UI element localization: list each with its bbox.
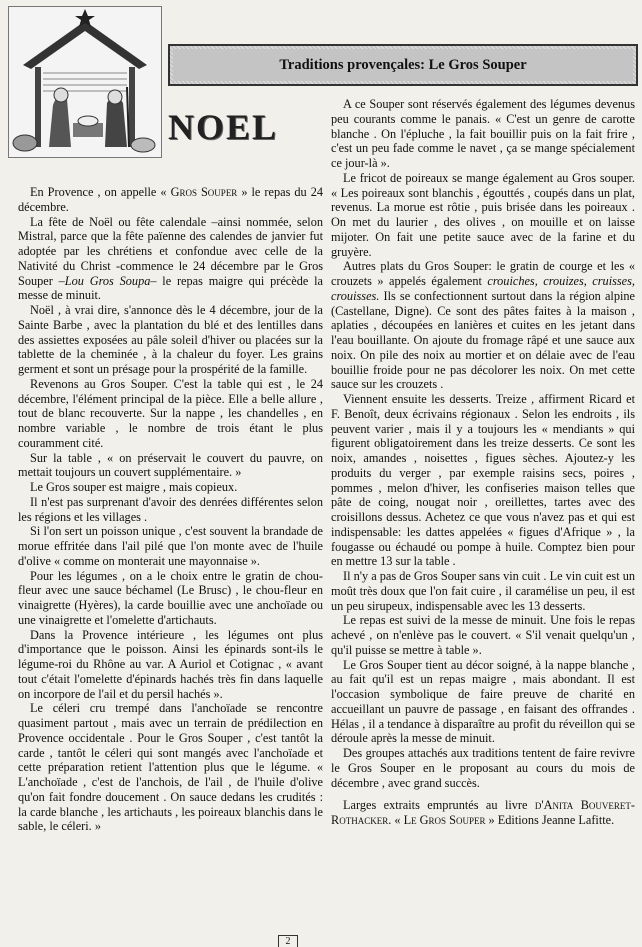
paragraph: Si l'on sert un poisson unique , c'est souvent la brandade de morue effritée dans l'ail pilé que l'on monte avec de l'huile d'olive « comme on monterait une mayonnaise ». (18, 524, 323, 568)
paragraph: A ce Souper sont réservés également des légumes devenus peu courants comme le panais. « C'est un genre de carotte blanche . On l'épluche , la fait bouillir puis on la fait frire , c'est un peu fade comme le navet , ça se mange spécialement ce jour-là ». (331, 97, 635, 170)
page-number: 2 (278, 935, 298, 947)
source-credit: Larges extraits empruntés au livre d'Anita Bouveret-Rothacker. « Le Gros Souper » Editions Jeanne Lafitte. (331, 798, 635, 827)
nativity-illustration (8, 6, 162, 158)
paragraph: Il n'est pas surprenant d'avoir des denrées différentes selon les régions et les villages . (18, 494, 323, 524)
paragraph: Dans la Provence intérieure , les légumes ont plus d'importance que le poisson. Ainsi les épinards sont-ils le légume-roi du Rhône au var. A Auriol et Cotignac , « avant tout c'était l'omelette d'épinards hachés très fin dans laquelle on incorpore de l'ail et du persil hachés ». (18, 627, 323, 701)
paragraph: Le fricot de poireaux se mange également au Gros souper. « Les poireaux sont blanchis , égouttés , coupés dans un plat, revenus. La morue est rôtie , puis brisée dans les poireaux . On met du laurier , des olives , on mouille et on laisse mijoter. On fait une petite sauce avec de la farine et du gruyère. (331, 170, 635, 259)
paragraph: Revenons au Gros Souper. C'est la table qui est , le 24 décembre, l'élément principal de la pièce. Elle a belle allure , tout de blanc recouverte. Sur la nappe , les chandelles , en nombre variable , le nombre de trois étant le plus couramment cité. (18, 376, 323, 450)
right-column (331, 97, 635, 937)
paragraph: Viennent ensuite les desserts. Treize , affirment Ricard et F. Benoît, deux écrivains régionaux . Selon les endroits , ils peuvent varier , mais il y a toujours les « mendiants » qui figurent obligatoirement dans les treize desserts. Ce sont les noix, amandes , noisettes , figues sèches. Ajoutez-y les produits du verger , par exemple raisins secs, poires , pommes , melon d'hiver, les confiseries maison telles que pâte de coing, nougat noir , oreillettes, tartes avec des croisillons dessus. Achetez ce que vous n'avez pas et qui est indispensable: les dattes appelées « figues d'Afrique » , la fougasse ou échaudé ou pompe à huile. Comptez bien pour en mettre 13 sur la table . (331, 392, 635, 569)
paragraph: Le repas est suivi de la messe de minuit. Une fois le repas achevé , on n'enlève pas le couvert. « S'il venait quelqu'un , qu'il puisse se mettre à table ». (331, 613, 635, 657)
paragraph: Le Gros souper est maigre , mais copieux. (30, 480, 238, 494)
paragraph: Le céleri cru trempé dans l'anchoïade se rencontre quasiment partout , mais avec un terrain de prédilection en Provence occidentale . Pour le Gros Souper , c'est tantôt la carde , tantôt le céleri qui sont mangés avec l'anchoïade et cette préparation retient l'attention plus que le légume. « L'anchoïade , c'est de l'anchois, de l'ail , de l'huile d'olive qu'on fait fondre doucement . On sauce dedans les crudités : la carde blanche , les artichauts , les poireaux blanchis dans le sable, le céleri. » (18, 701, 323, 834)
paragraph: Sur la table , « on préservait le couvert du pauvre, on mettait toujours un couvert supplémentaire. » (18, 450, 323, 480)
paragraph: Pour les légumes , on a le choix entre le gratin de chou-fleur avec une sauce béchamel (Le Brusc) , le chou-fleur en vinaigrette (Hyères), la carde bouillie avec une anchoïade ou une vinaigrette et l'omelette d'artichauts. (18, 568, 323, 627)
left-column (18, 185, 323, 930)
paragraph: Noël , à vrai dire, s'annonce dès le 4 décembre, jour de la Sainte Barbe , avec la plantation du blé et des lentilles dans des assiettes exposées au pâle soleil d'hiver ou placées sur la tablette de la cheminée , à la chaleur du foyer. Les grains germent et sont un présage pour la prospérité de la famille. (18, 303, 323, 376)
paragraph: Le Gros Souper tient au décor soigné, à la nappe blanche , au fait qu'il est un repas maigre , mais abondant. Il est l'occasion symbolique de faire preuve de charité en accueillant un pauvre de passage , en faisant des offrandes . Hélas , il a tendance à disparaître au profit du réveillon qui se déroule après la messe de minuit. (331, 657, 635, 746)
paragraph: Il n'y a pas de Gros Souper sans vin cuit . Le vin cuit est un moût très doux que l'on fait cuire , il caramélise un peu, il est un peu sirupeux, indispensable avec les 13 desserts. (331, 569, 635, 613)
paragraph: En Provence , on appelle « Gros Souper » le repas du 24 décembre. (18, 185, 323, 214)
paragraph: Autres plats du Gros Souper: le gratin de courge et les « crouzets » appelés également crouiches, crouizes, cruisses, crouisses. Ils se confectionnent surtout dans la région alpine (Castellane, Digne). Ce sont des pâtes faites à la maison , aplaties , découpées en lanières et cuites en les jetant dans l'eau bouillante. On ajoute du fromage râpé et une sauce aux noix. On pile des noix au mortier et on délaie avec de l'eau bouillie froide pour ne pas décolorer les noix. On met cette sauce sur les crouzets . (331, 259, 635, 392)
banner-title: Traditions provençales: Le Gros Souper (279, 56, 527, 73)
noel-heading: NOEL (168, 107, 279, 147)
paragraph: Des groupes attachés aux traditions tentent de faire revivre le Gros Souper en le proposant au cours du mois de décembre , avec grand succès. (331, 746, 635, 790)
title-banner (168, 44, 638, 86)
paragraph: La fête de Noël ou fête calendale –ainsi nommée, selon Mistral, parce que la fête païenne des calendes de janvier fut adoptée par les chrétiens et confondue avec celle de la Nativité du Christ -commence le 24 décembre par le Gros Souper –Lou Gros Soupa– le repas maigre qui précède la messe de minuit. (18, 214, 323, 303)
